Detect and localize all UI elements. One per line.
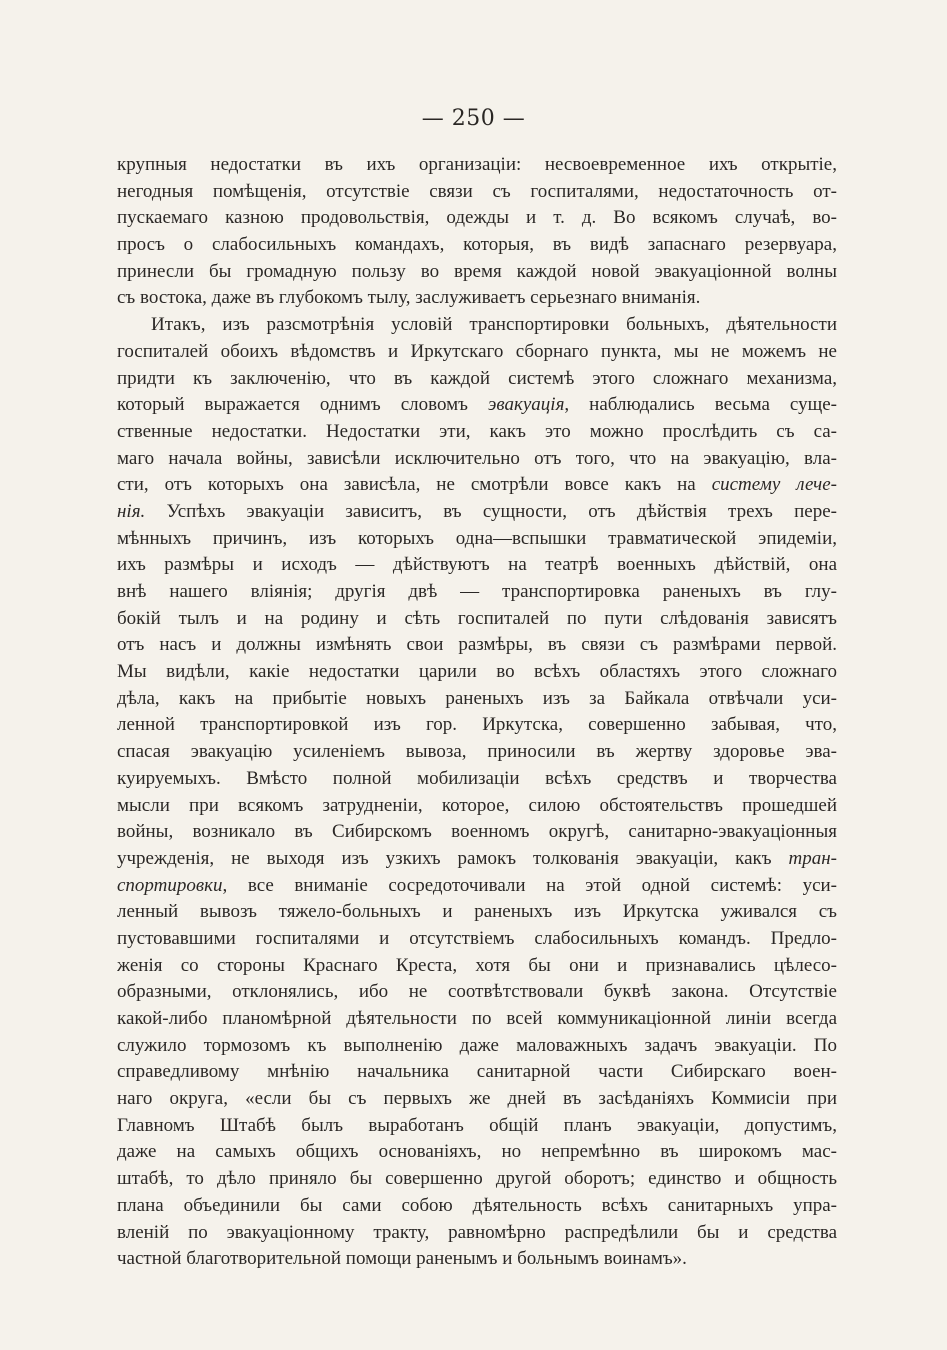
text-line: дѣла, какъ на прибытіе новыхъ раненыхъ изъ за Байкала отвѣчали уси- (117, 687, 837, 709)
text-line: пустовавшими госпиталями и отсутствіемъ слабосильныхъ командъ. Предло- (117, 927, 837, 949)
text-line: ленной транспортировкой изъ гор. Иркутска, совершенно забывая, что, (117, 714, 837, 736)
text-line: мѣнныхъ причинъ, изъ которыхъ одна—вспышки травматической эпидеміи, (117, 527, 837, 549)
text-line: спасая эвакуацію усиленіемъ вывоза, приносили въ жертву здоровье эва- (117, 741, 837, 763)
text-line: справедливому мнѣнію начальника санитарной части Сибирскаго воен- (117, 1061, 837, 1083)
text-segment: который выражается однимъ словомъ (117, 394, 488, 416)
page-number: — 250 — (421, 106, 526, 131)
text-segment: Успѣхъ эвакуаціи зависитъ, въ сущности, отъ дѣйствія трехъ пере- (145, 500, 837, 522)
text-line: образными, отклонялись, ибо не соотвѣтствовали буквѣ закона. Отсутствіе (117, 981, 837, 1003)
text-line: просъ о слабосильныхъ командахъ, которыя, въ видѣ запаснаго резервуара, (117, 234, 837, 256)
text-line: ихъ размѣры и исходъ — дѣйствуютъ на театрѣ военныхъ дѣйствій, она (117, 554, 837, 576)
text-line (117, 392, 837, 419)
body-text (117, 152, 837, 1273)
text-line: придти къ заключенію, что въ каждой системѣ этого сложнаго механизма, (117, 367, 837, 389)
text-line (117, 499, 837, 526)
text-line (117, 472, 837, 499)
text-line: Итакъ, изъ разсмотрѣнія условій транспортировки больныхъ, дѣятельности (151, 314, 837, 336)
text-line: войны, возникало въ Сибирскомъ военномъ округѣ, санитарно-эвакуаціонныя (117, 821, 837, 843)
text-segment: , наблюдались весьма суще- (564, 394, 837, 416)
text-line: негодныя помѣщенія, отсутствіе связи съ госпиталями, недостаточность от- (117, 180, 837, 202)
text-line: съ востока, даже въ глубокомъ тылу, заслуживаетъ серьезнаго вниманія. (117, 287, 701, 309)
text-line: маго начала войны, зависѣли исключительно отъ того, что на эвакуацію, вла- (117, 447, 837, 469)
text-line: ственные недостатки. Недостатки эти, какъ это можно прослѣдить съ са- (117, 420, 837, 442)
text-segment: , все вниманіе сосредоточивали на этой одной системѣ: уси- (222, 874, 837, 896)
italic-term: тран- (788, 847, 837, 869)
text-line: плана объединили бы сами собою дѣятельность всѣхъ санитарныхъ упра- (117, 1194, 837, 1216)
text-line: служило тормозомъ къ выполненію даже маловажныхъ задачъ эвакуаціи. По (117, 1034, 837, 1056)
text-line: Главномъ Штабѣ былъ выработанъ общій планъ эвакуаціи, допустимъ, (117, 1114, 837, 1136)
text-line: мысли при всякомъ затрудненіи, которое, силою обстоятельствъ прошедшей (117, 794, 837, 816)
text-segment: сти, отъ которыхъ она зависѣла, не смотрѣли вовсе какъ на (117, 474, 712, 496)
italic-term: нія. (117, 500, 146, 522)
text-line: внѣ нашего вліянія; другія двѣ — транспортировка раненыхъ въ глу- (117, 581, 837, 602)
italic-term: спортировки (117, 874, 223, 896)
text-line: отъ насъ и должны измѣнять свои размѣры, въ связи съ размѣрами первой. (117, 634, 837, 656)
text-line: женія со стороны Краснаго Креста, хотя бы они и признавались цѣлесо- (117, 954, 837, 976)
text-segment: учрежденія, не выходя изъ узкихъ рамокъ толкованія эвакуаціи, какъ (117, 847, 789, 869)
text-line: даже на самыхъ общихъ основаніяхъ, но непремѣнно въ широкомъ мас- (117, 1141, 837, 1163)
text-line: крупныя недостатки въ ихъ организаціи: несвоевременное ихъ открытіе, (117, 154, 837, 175)
text-line: вленій по эвакуаціонному тракту, равномѣрно распредѣлили бы и средства (117, 1221, 837, 1243)
text-line: штабѣ, то дѣло приняло бы совершенно другой оборотъ; единство и общность (117, 1168, 837, 1190)
italic-term: эвакуація (487, 394, 565, 416)
text-line: наго округа, «если бы съ первыхъ же дней въ засѣданіяхъ Коммисіи при (117, 1088, 837, 1110)
text-line: пускаемаго казною продовольствія, одежды и т. д. Во всякомъ случаѣ, во- (117, 207, 837, 229)
text-line: ленный вывозъ тяжело-больныхъ и раненыхъ изъ Иркутска уживался съ (117, 901, 837, 923)
text-line: частной благотворительной помощи раненымъ и больнымъ воинамъ». (117, 1248, 687, 1270)
italic-term: систему лече- (711, 474, 837, 496)
text-line: бокій тылъ и на родину и сѣть госпиталей по пути слѣдованія зависятъ (117, 607, 837, 629)
text-line (117, 846, 837, 873)
text-line: принесли бы громадную пользу во время каждой новой эвакуаціонной волны (117, 260, 837, 282)
text-line: Мы видѣли, какіе недостатки царили во всѣхъ областяхъ этого сложнаго (117, 661, 837, 683)
text-line: какой-либо планомѣрной дѣятельности по всей коммуникаціонной линіи всегда (117, 1008, 837, 1029)
text-line (117, 873, 837, 900)
text-line: куируемыхъ. Вмѣсто полной мобилизаціи всѣхъ средствъ и творчества (117, 767, 837, 789)
text-line: госпиталей обоихъ вѣдомствъ и Иркутскаго сборнаго пункта, мы не можемъ не (117, 340, 837, 362)
